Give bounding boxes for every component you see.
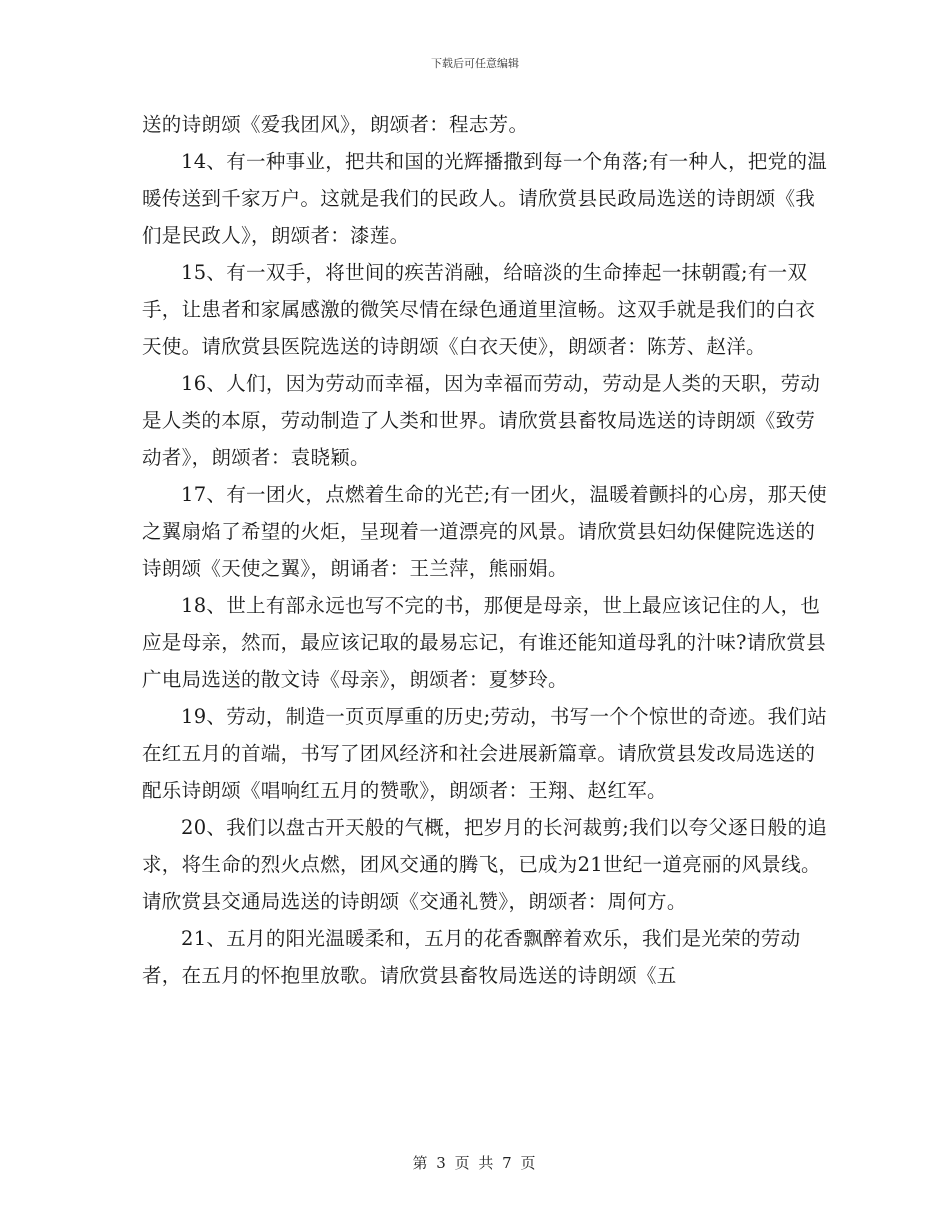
page-header-note: 下载后可任意编辑 — [431, 57, 519, 70]
paragraph-20: 20、我们以盘古开天般的气概，把岁月的长河裁剪;我们以夸父逐日般的追求，将生命的烈火点燃，团风交通的腾飞，已成为21世纪一道亮丽的风景线。请欣赏县交通局选送的诗朗颂《交通礼赞》，朗颂者：周何方。 — [142, 816, 828, 913]
page-number-footer: 第 3 页 共 7 页 — [412, 1154, 538, 1172]
paragraph-17: 17、有一团火，点燃着生命的光芒;有一团火，温暖着颤抖的心房，那天使之翼扇焰了希望的火炬，呈现着一道漂亮的风景。请欣赏县妇幼保健院选送的诗朗颂《天使之翼》，朗诵者：王兰萍，熊丽娟。 — [142, 483, 828, 580]
paragraph-14: 14、有一种事业，把共和国的光辉播撒到每一个角落;有一种人，把党的温暖传送到千家万户。这就是我们的民政人。请欣赏县民政局选送的诗朗颂《我们是民政人》，朗颂者：漆莲。 — [142, 150, 828, 247]
paragraph-19: 19、劳动，制造一页页厚重的历史;劳动，书写一个个惊世的奇迹。我们站在红五月的首端，书写了团风经济和社会进展新篇章。请欣赏县发改局选送的配乐诗朗颂《唱响红五月的赞歌》，朗颂者：王翔、赵红军。 — [142, 705, 828, 802]
paragraph-21: 21、五月的阳光温暖柔和，五月的花香飘醉着欢乐，我们是光荣的劳动者，在五月的怀抱里放歌。请欣赏县畜牧局选送的诗朗颂《五 — [142, 927, 801, 987]
paragraph-16: 16、人们，因为劳动而幸福，因为幸福而劳动，劳动是人类的天职，劳动是人类的本原，劳动制造了人类和世界。请欣赏县畜牧局选送的诗朗颂《致劳动者》，朗颂者：袁晓颖。 — [142, 372, 821, 469]
paragraph-continuation: 送的诗朗颂《爱我团风》，朗颂者：程志芳。 — [142, 113, 529, 136]
document-body — [142, 106, 832, 994]
paragraph-18: 18、世上有部永远也写不完的书，那便是母亲，世上最应该记住的人，也应是母亲，然而，最应该记取的最易忘记，有谁还能知道母乳的汁味?请欣赏县广电局选送的散文诗《母亲》，朗颂者：夏梦玲。 — [142, 594, 826, 691]
paragraph-15: 15、有一双手，将世间的疾苦消融，给暗淡的生命捧起一抹朝霞;有一双手，让患者和家属感激的微笑尽情在绿色通道里渲畅。这双手就是我们的白衣天使。请欣赏县医院选送的诗朗颂《白衣天使》，朗颂者：陈芳、赵洋。 — [142, 261, 816, 358]
